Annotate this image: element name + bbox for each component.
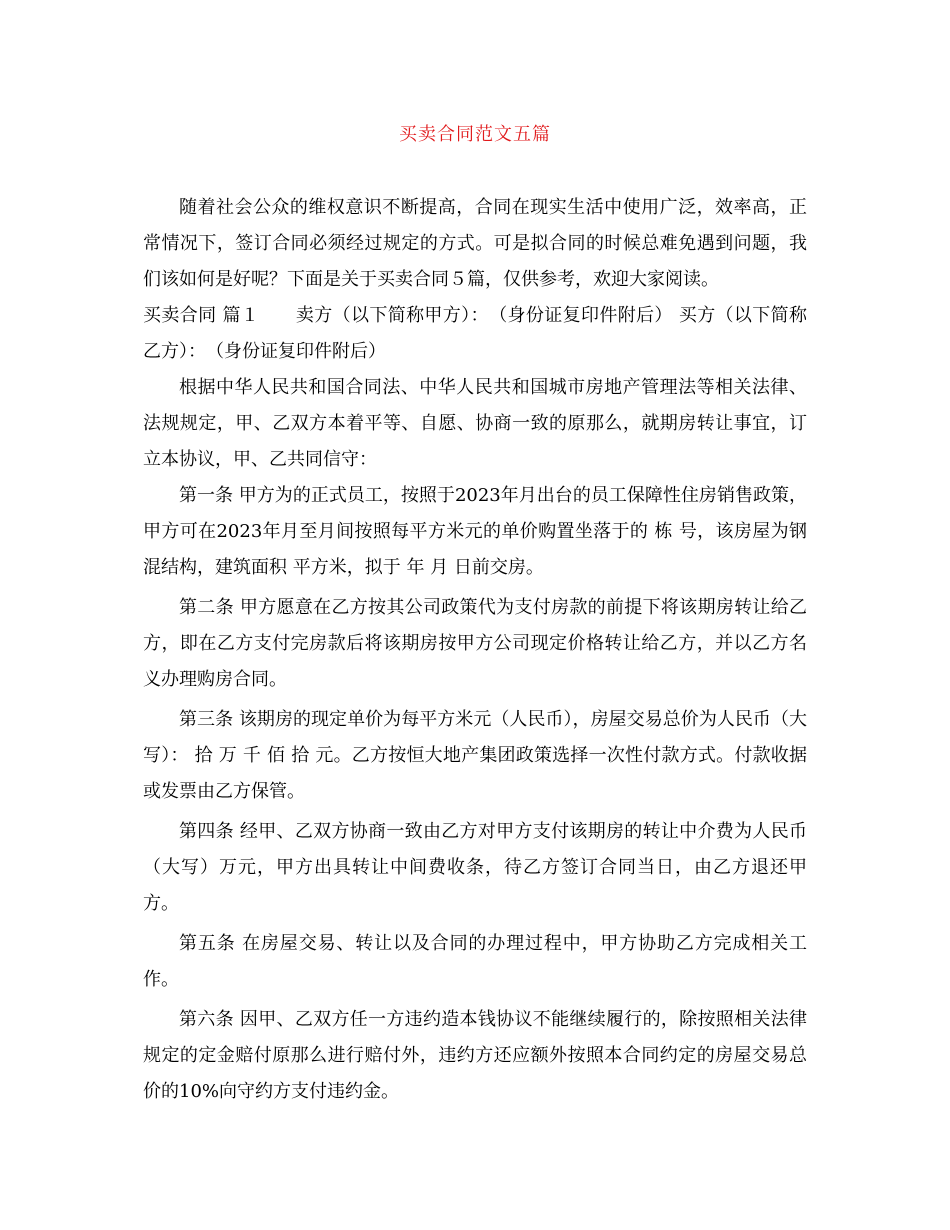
article-1-paragraph: 第一条 甲方为的正式员工，按照于2023年月出台的员工保障性住房销售政策，甲方可在2023年月至月间按照每平方米元的单价购置坐落于的 栋 号，该房屋为钢混结构，建筑面积 平方米，拟于 年 月 日前交房。 [143,485,807,578]
article-5-paragraph: 第五条 在房屋交易、转让以及合同的办理过程中，甲方协助乙方完成相关工作。 [143,933,807,990]
document-body [143,190,807,1110]
legal-basis-paragraph: 根据中华人民共和国合同法、中华人民共和国城市房地产管理法等相关法律、法规规定，甲、乙双方本着平等、自愿、协商一致的原那么，就期房转让事宜，订立本协议，甲、乙共同信守： [143,377,807,470]
contract-heading-paragraph: 买卖合同 篇１ 卖方（以下简称甲方）： （身份证复印件附后） 买方（以下简称乙方）： （身份证复印件附后） [143,305,807,362]
document-title: 买卖合同范文五篇 [399,124,551,145]
article-3-paragraph: 第三条 该期房的现定单价为每平方米元（人民币），房屋交易总价为人民币（大写）： 拾 万 千 佰 拾 元。乙方按恒大地产集团政策选择一次性付款方式。付款收据或发票由乙方保管。 [143,709,807,802]
article-2-paragraph: 第二条 甲方愿意在乙方按其公司政策代为支付房款的前提下将该期房转让给乙方，即在乙方支付完房款后将该期房按甲方公司现定价格转让给乙方，并以乙方名义办理购房合同。 [143,597,807,690]
article-6-paragraph: 第六条 因甲、乙双方任一方违约造本钱协议不能继续履行的，除按照相关法律规定的定金赔付原那么进行赔付外，违约方还应额外按照本合同约定的房屋交易总价的10%向守约方支付违约金。 [143,1009,807,1102]
intro-paragraph: 随着社会公众的维权意识不断提高，合同在现实生活中使用广泛，效率高，正常情况下，签订合同必须经过规定的方式。可是拟合同的时候总难免遇到问题，我们该如何是好呢？下面是关于买卖合同５篇，仅供参考，欢迎大家阅读。 [143,197,807,290]
article-4-paragraph: 第四条 经甲、乙双方协商一致由乙方对甲方支付该期房的转让中介费为人民币（大写）万元，甲方出具转让中间费收条，待乙方签订合同当日，由乙方退还甲方。 [143,821,807,914]
